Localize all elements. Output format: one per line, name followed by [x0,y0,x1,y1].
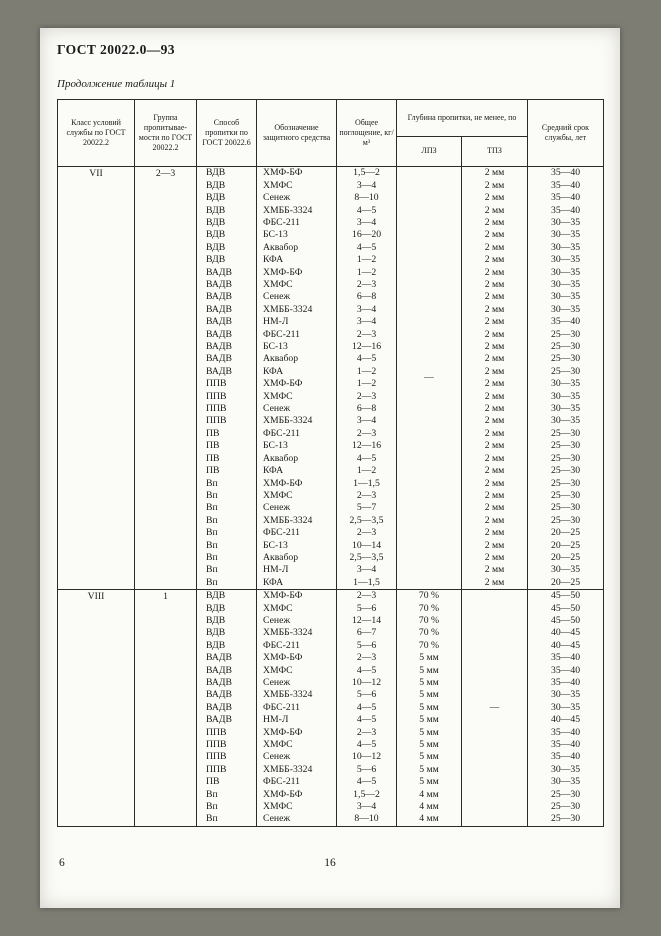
absorption-cell: 4—5 [337,664,397,676]
method-cell: ВАДВ [197,652,257,664]
absorption-cell: 1—2 [337,378,397,390]
method-cell: ВАДВ [197,291,257,303]
impregnation-group-cell: 2—3 [135,167,197,589]
absorption-cell: 6—7 [337,627,397,639]
service-class-cell: VII [58,167,135,589]
agent-cell: Сенеж [257,751,337,763]
method-cell: ПВ [197,428,257,440]
tpz-cell: 2 мм [462,576,528,588]
agent-cell: ФБС-211 [257,701,337,713]
lpz-cell: 5 мм [397,776,462,788]
tpz-cell: 2 мм [462,353,528,365]
agent-cell: КФА [257,366,337,378]
lpz-cell: 4 мм [397,801,462,813]
method-cell: ВАДВ [197,316,257,328]
agent-cell: Аквабор [257,552,337,564]
method-cell: ППВ [197,751,257,763]
method-cell: ППВ [197,764,257,776]
absorption-cell: 2—3 [337,590,397,602]
agent-cell: ФБС-211 [257,328,337,340]
service-life-cell: 35—40 [550,192,581,204]
service-class-cell: VIII [58,590,135,826]
lpz-cell: 70 % [397,602,462,614]
service-life-cell: 35—40 [550,316,581,328]
agent-cell: Аквабор [257,241,337,253]
table-body [58,167,603,826]
method-cell: ПВ [197,465,257,477]
service-life-cell: 35—40 [550,677,581,688]
absorption-cell: 8—10 [337,813,397,825]
service-life-cell: 25—30 [550,365,581,377]
absorption-cell: 6—8 [337,291,397,303]
method-cell: ВАДВ [197,303,257,315]
service-life-cell: 25—30 [550,440,581,452]
lpz-cell: 4 мм [397,813,462,825]
lpz-cell: 5 мм [397,726,462,738]
method-cell: Вп [197,527,257,539]
agent-cell: ХМФ-БФ [257,477,337,489]
tpz-cell: 2 мм [462,502,528,514]
document-number: ГОСТ 20022.0—93 [57,42,175,57]
service-life-cell: 20—25 [550,539,581,551]
service-life-cell: 25—30 [550,465,581,477]
agent-cell: ФБС-211 [257,217,337,229]
page-number-left: 6 [59,857,65,869]
absorption-cell: 1,5—2 [337,788,397,800]
agent-cell: БС-13 [257,440,337,452]
header-impregnation-group: Группа пропитывае-мости по ГОСТ 20022.2 [135,100,197,166]
agent-cell: Сенеж [257,615,337,627]
service-life-cell: 45—50 [550,602,581,614]
method-cell: ПВ [197,776,257,788]
method-cell: ВДВ [197,217,257,229]
method-cell: Вп [197,552,257,564]
absorption-cell: 10—12 [337,677,397,689]
service-life-cell: 30—35 [550,564,581,576]
tpz-cell: 2 мм [462,217,528,229]
service-life-cell: 35—40 [550,751,581,763]
absorption-cell: 4—5 [337,701,397,713]
service-life-cell: 25—30 [550,788,581,800]
service-life-cell: 45—50 [550,590,581,602]
absorption-cell: 1—2 [337,266,397,278]
agent-cell: ХМФС [257,179,337,191]
method-cell: ВДВ [197,615,257,627]
absorption-cell: 5—6 [337,602,397,614]
document-page [40,28,620,908]
method-cell: Вп [197,813,257,825]
tpz-cell: 2 мм [462,415,528,427]
table-continuation-caption: Продолжение таблицы 1 [57,78,176,90]
absorption-cell: 1—2 [337,366,397,378]
tpz-cell: 2 мм [462,192,528,204]
method-cell: ВДВ [197,192,257,204]
tpz-cell: 2 мм [462,514,528,526]
agent-cell: ХМФ-БФ [257,167,337,179]
absorption-cell: 1—1,5 [337,477,397,489]
method-cell: ВАДВ [197,664,257,676]
agent-cell: Сенеж [257,813,337,825]
service-life-cell: 30—35 [550,701,581,713]
service-life-cell: 45—50 [550,614,581,626]
tpz-cell: 2 мм [462,316,528,328]
absorption-cell: 8—10 [337,192,397,204]
method-cell: ВДВ [197,204,257,216]
method-cell: ВАДВ [197,341,257,353]
absorption-cell: 3—4 [337,564,397,576]
header-service-class: Класс условий службы по ГОСТ 20022.2 [58,100,135,166]
lpz-cell: 70 % [397,639,462,651]
tpz-cell: 2 мм [462,279,528,291]
agent-cell: ХМББ-3324 [257,415,337,427]
service-life-cell: 40—45 [550,627,581,639]
impregnation-group-cell: 1 [135,590,197,826]
absorption-cell: 4—5 [337,739,397,751]
agent-cell: ХМББ-3324 [257,627,337,639]
absorption-cell: 12—16 [337,440,397,452]
service-life-cell: 30—35 [550,279,581,290]
lpz-merged-cell: — [397,167,462,589]
tpz-cell: 2 мм [462,552,528,564]
service-life-cell: 25—30 [550,502,581,514]
service-life-cell: 30—35 [550,241,581,253]
tpz-cell: 2 мм [462,539,528,551]
service-life-cell: 25—30 [550,427,581,439]
tpz-cell: 2 мм [462,328,528,340]
tpz-cell: 2 мм [462,241,528,253]
agent-cell: ХМФС [257,739,337,751]
agent-cell: ФБС-211 [257,776,337,788]
absorption-cell: 4—5 [337,714,397,726]
lpz-cell: 5 мм [397,677,462,689]
absorption-cell: 12—16 [337,341,397,353]
service-life-cell: 30—35 [550,216,581,228]
tpz-cell: 2 мм [462,452,528,464]
agent-cell: ФБС-211 [257,639,337,651]
agent-cell: ХМФ-БФ [257,590,337,602]
method-cell: ВАДВ [197,714,257,726]
service-life-cell: 40—45 [550,639,581,651]
absorption-cell: 3—4 [337,179,397,191]
method-cell: ВАДВ [197,266,257,278]
service-life-cell: 30—35 [550,229,581,241]
method-cell: ВДВ [197,639,257,651]
agent-cell: Сенеж [257,677,337,689]
service-life-cell: 35—40 [550,204,581,216]
service-life-cell: 25—30 [550,452,581,464]
method-cell: Вп [197,477,257,489]
method-cell: Вп [197,801,257,813]
service-life-cell: 20—25 [550,576,581,588]
method-cell: ВДВ [197,241,257,253]
tpz-cell: 2 мм [462,403,528,415]
method-cell: ВДВ [197,179,257,191]
tpz-cell: 2 мм [462,378,528,390]
service-life-cell: 35—40 [550,179,581,191]
agent-cell: ХМФС [257,602,337,614]
tpz-cell: 2 мм [462,204,528,216]
header-depth-lpz: ЛПЗ [397,137,462,166]
method-cell: ВАДВ [197,366,257,378]
service-life-cell: 30—35 [550,291,581,303]
absorption-cell: 5—6 [337,689,397,701]
agent-cell: ХМФ-БФ [257,266,337,278]
header-agent: Обозначение защитного средства [257,100,337,166]
lpz-cell: 4 мм [397,788,462,800]
table-section-vii [58,167,603,589]
table [57,99,604,827]
method-cell: ППВ [197,415,257,427]
service-life-cell: 25—30 [550,341,581,353]
agent-cell: ХМФ-БФ [257,652,337,664]
agent-cell: ХМББ-3324 [257,204,337,216]
absorption-cell: 1—2 [337,465,397,477]
agent-cell: Аквабор [257,452,337,464]
agent-cell: ХМФ-БФ [257,788,337,800]
service-life-cell: 25—30 [550,801,581,813]
agent-cell: КФА [257,465,337,477]
tpz-cell: 2 мм [462,266,528,278]
lpz-cell: 70 % [397,615,462,627]
lpz-cell: 5 мм [397,739,462,751]
method-cell: ПВ [197,452,257,464]
method-cell: Вп [197,788,257,800]
service-life-cell: 20—25 [550,551,581,563]
tpz-cell: 2 мм [462,465,528,477]
service-life-cell: 25—30 [550,514,581,526]
agent-cell: ХМФ-БФ [257,378,337,390]
method-cell: ПВ [197,440,257,452]
agent-cell: КФА [257,576,337,588]
tpz-cell: 2 мм [462,291,528,303]
method-cell: ВАДВ [197,689,257,701]
service-life-cell: 30—35 [550,266,581,278]
agent-cell: НМ-Л [257,564,337,576]
service-life-cell: 30—35 [550,776,581,788]
lpz-cell: 5 мм [397,652,462,664]
method-cell: ВАДВ [197,328,257,340]
method-cell: ППВ [197,403,257,415]
tpz-cell: 2 мм [462,167,528,179]
method-cell: Вп [197,576,257,588]
agent-cell: БС-13 [257,229,337,241]
tpz-cell: 2 мм [462,477,528,489]
method-cell: ВДВ [197,602,257,614]
service-life-cell: 35—40 [550,652,581,664]
table-header [58,100,603,167]
lpz-cell: 5 мм [397,764,462,776]
absorption-cell: 10—12 [337,751,397,763]
absorption-cell: 2,5—3,5 [337,552,397,564]
absorption-cell: 2—3 [337,328,397,340]
agent-cell: ХМФС [257,664,337,676]
lpz-cell: 5 мм [397,701,462,713]
absorption-cell: 3—4 [337,316,397,328]
agent-cell: НМ-Л [257,316,337,328]
service-life-cell: 30—35 [550,689,581,701]
lpz-cell: 70 % [397,627,462,639]
method-cell: Вп [197,514,257,526]
agent-cell: БС-13 [257,341,337,353]
method-cell: ВАДВ [197,353,257,365]
lpz-cell: 5 мм [397,664,462,676]
absorption-cell: 4—5 [337,452,397,464]
service-life-cell: 35—40 [550,726,581,738]
header-depth-tpz: ТПЗ [462,137,528,166]
agent-cell: ХМББ-3324 [257,689,337,701]
agent-cell: ХМФ-БФ [257,726,337,738]
agent-cell: Сенеж [257,502,337,514]
method-cell: ВДВ [197,627,257,639]
agent-cell: БС-13 [257,539,337,551]
absorption-cell: 3—4 [337,303,397,315]
service-life-cell: 20—25 [550,527,581,539]
method-cell: ВАДВ [197,677,257,689]
absorption-cell: 12—14 [337,615,397,627]
agent-cell: КФА [257,254,337,266]
tpz-merged-cell: — [462,590,528,826]
table-section-viii [58,589,603,826]
tpz-cell: 2 мм [462,341,528,353]
absorption-cell: 4—5 [337,241,397,253]
absorption-cell: 3—4 [337,415,397,427]
tpz-cell: 2 мм [462,390,528,402]
absorption-cell: 4—5 [337,353,397,365]
absorption-cell: 6—8 [337,403,397,415]
absorption-cell: 10—14 [337,539,397,551]
tpz-cell: 2 мм [462,366,528,378]
agent-cell: Сенеж [257,192,337,204]
method-cell: ППВ [197,378,257,390]
method-cell: ВДВ [197,590,257,602]
method-cell: Вп [197,490,257,502]
absorption-cell: 3—4 [337,217,397,229]
agent-cell: ХМФС [257,801,337,813]
absorption-cell: 5—7 [337,502,397,514]
header-depth: Глубина пропитки, не менее, по [397,100,528,137]
method-cell: Вп [197,502,257,514]
service-life-cell: 30—35 [550,763,581,775]
method-cell: Вп [197,539,257,551]
service-life-cell: 35—40 [550,664,581,676]
tpz-cell: 2 мм [462,303,528,315]
tpz-cell: 2 мм [462,428,528,440]
absorption-cell: 4—5 [337,776,397,788]
agent-cell: ХМББ-3324 [257,514,337,526]
agent-cell: Сенеж [257,291,337,303]
agent-cell: ФБС-211 [257,527,337,539]
service-life-cell: 30—35 [550,254,581,266]
service-life-cell: 25—30 [550,489,581,501]
method-cell: ВАДВ [197,701,257,713]
tpz-cell: 2 мм [462,440,528,452]
agent-cell: Сенеж [257,403,337,415]
lpz-cell: 5 мм [397,689,462,701]
absorption-cell: 5—6 [337,639,397,651]
absorption-cell: 1,5—2 [337,167,397,179]
absorption-cell: 2—3 [337,279,397,291]
method-cell: ВАДВ [197,279,257,291]
service-life-cell: 35—40 [550,167,581,179]
tpz-cell: 2 мм [462,527,528,539]
agent-cell: ХМФС [257,279,337,291]
method-cell: ВДВ [197,229,257,241]
absorption-cell: 2—3 [337,726,397,738]
service-life-cell: 30—35 [550,390,581,402]
absorption-cell: 5—6 [337,764,397,776]
absorption-cell: 3—4 [337,801,397,813]
agent-cell: ХМФС [257,390,337,402]
tpz-cell: 2 мм [462,229,528,241]
absorption-cell: 1—2 [337,254,397,266]
agent-cell: ХМББ-3324 [257,764,337,776]
method-cell: ППВ [197,739,257,751]
service-life-cell: 35—40 [550,739,581,751]
service-life-cell: 25—30 [550,477,581,489]
method-cell: ВДВ [197,167,257,179]
service-life-cell: 25—30 [550,813,581,825]
absorption-cell: 2—3 [337,390,397,402]
absorption-cell: 2,5—3,5 [337,514,397,526]
agent-cell: ХМББ-3324 [257,303,337,315]
service-life-cell: 30—35 [550,303,581,315]
absorption-cell: 2—3 [337,652,397,664]
absorption-cell: 2—3 [337,527,397,539]
header-method: Способ пропитки по ГОСТ 20022.6 [197,100,257,166]
absorption-cell: 16—20 [337,229,397,241]
tpz-cell: 2 мм [462,490,528,502]
method-cell: Вп [197,564,257,576]
tpz-cell: 2 мм [462,254,528,266]
header-absorption: Общее поглощение, кг/м³ [337,100,397,166]
service-life-cell: 30—35 [550,403,581,415]
agent-cell: НМ-Л [257,714,337,726]
absorption-cell: 1—1,5 [337,576,397,588]
service-life-cell: 25—30 [550,328,581,340]
agent-cell: ФБС-211 [257,428,337,440]
tpz-cell: 2 мм [462,179,528,191]
method-cell: ППВ [197,726,257,738]
absorption-cell: 2—3 [337,490,397,502]
agent-cell: ХМФС [257,490,337,502]
service-life-cell: 30—35 [550,378,581,390]
tpz-cell: 2 мм [462,564,528,576]
service-life-cell: 25—30 [550,353,581,365]
method-cell: ВДВ [197,254,257,266]
agent-cell: Аквабор [257,353,337,365]
lpz-cell: 5 мм [397,714,462,726]
absorption-cell: 2—3 [337,428,397,440]
lpz-cell: 5 мм [397,751,462,763]
header-service-life: Средний срок службы, лет [541,122,590,142]
method-cell: ППВ [197,390,257,402]
page-number-center: 16 [324,857,336,869]
service-life-cell: 30—35 [550,415,581,427]
absorption-cell: 4—5 [337,204,397,216]
service-life-cell: 40—45 [550,714,581,726]
lpz-cell: 70 % [397,590,462,602]
